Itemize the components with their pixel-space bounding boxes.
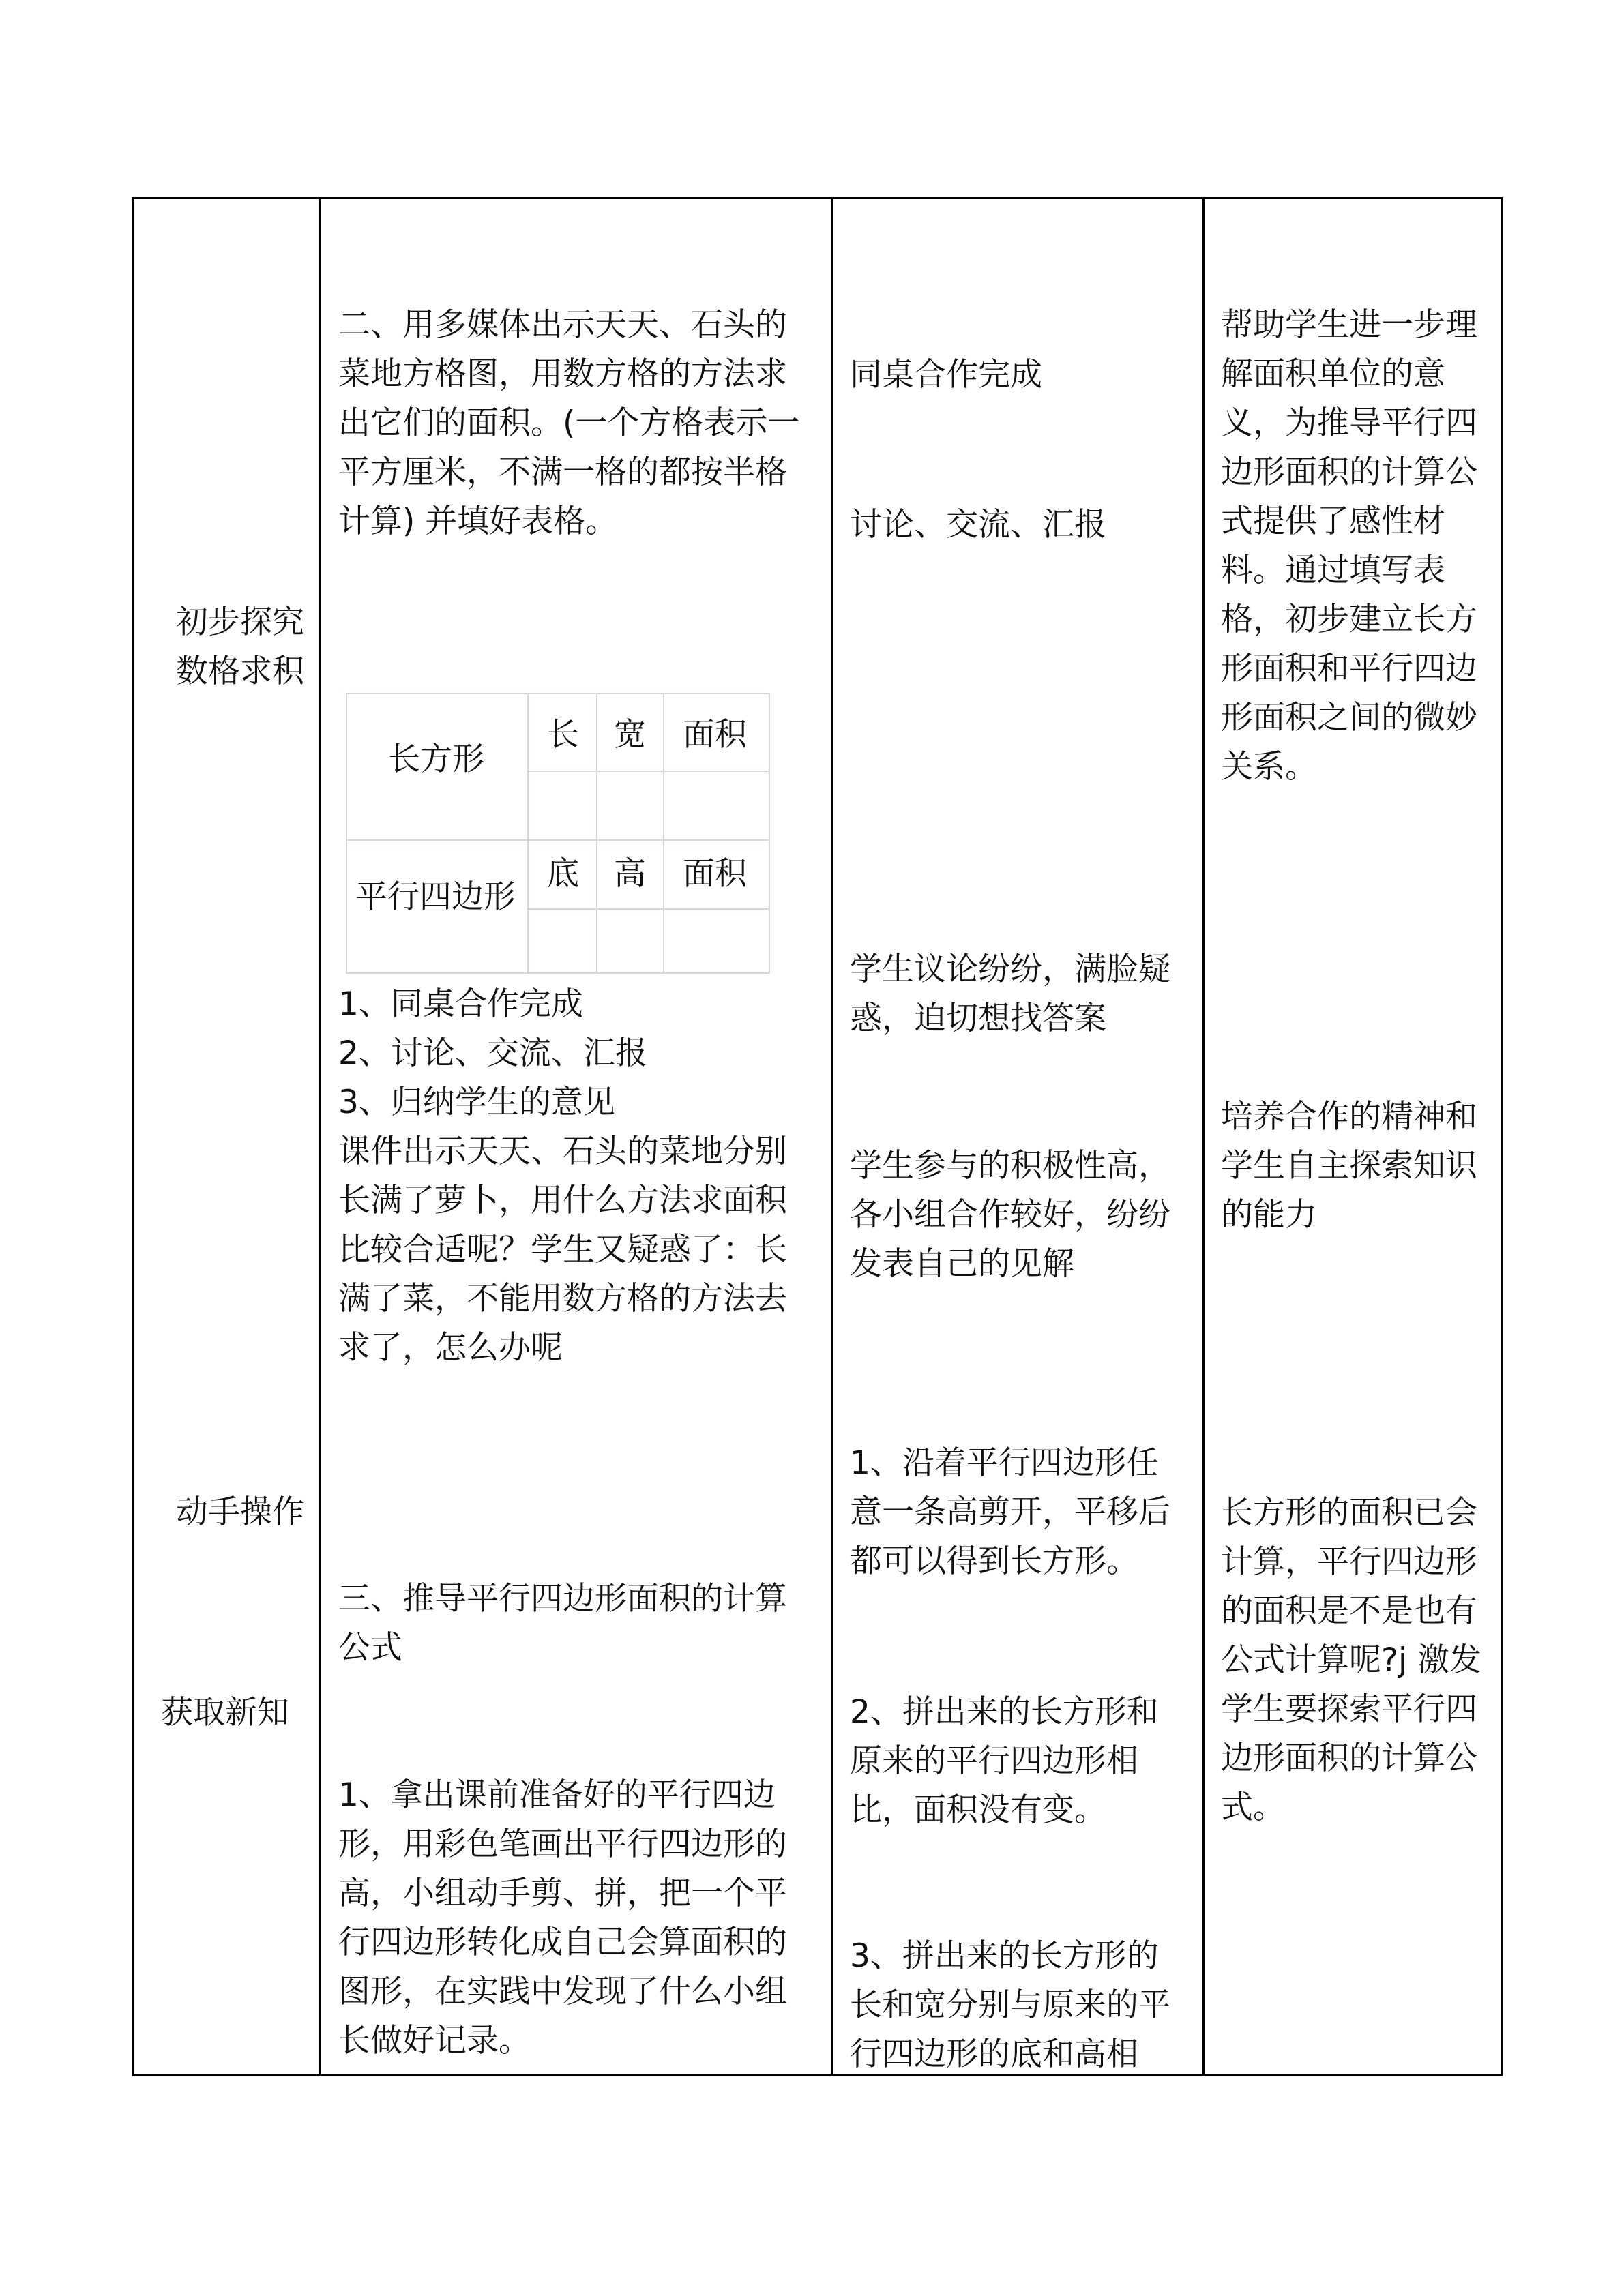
list-item: 1、同桌合作完成 xyxy=(338,985,583,1023)
table-cell: 面积 xyxy=(683,855,747,893)
student-text: 讨论、交流、汇报 xyxy=(850,506,1106,543)
table-cell: 平行四边形 xyxy=(355,878,516,916)
student-text: 同桌合作完成 xyxy=(850,356,1042,393)
list-item: 3、归纳学生的意见 xyxy=(338,1084,615,1121)
stage-label: 获取新知 xyxy=(161,1694,289,1731)
table-cell: 长方形 xyxy=(388,741,484,778)
stage-label: 动手操作 xyxy=(176,1493,304,1531)
stage-label: 数格求积 xyxy=(176,653,304,690)
column-divider xyxy=(1202,197,1205,2076)
table-cell: 高 xyxy=(614,855,646,893)
column-divider xyxy=(319,197,321,2076)
table-cell: 底 xyxy=(547,855,579,893)
list-item: 2、讨论、交流、汇报 xyxy=(338,1034,647,1072)
stage-label: 初步探究 xyxy=(176,603,304,641)
table-cell: 宽 xyxy=(614,716,646,754)
table-cell: 长 xyxy=(547,716,579,754)
column-divider xyxy=(831,197,833,2076)
document-page: 初步探究 数格求积 动手操作 获取新知 二、用多媒体出示天天、石头的 菜地方格图，用数方格的方法求 出它们的面积。(一个方格表示一 平方厘米，不满一格的都按半格 计算) 并填好表格。 长方形 长 宽 面积 平行四边形 底 高 面积 1、同桌合作完成 2、讨论、交流、汇报 3、归纳学生的意见 课件出示天天、石头的菜地分别 长满了萝卜，用什么方法求面积 比较合适呢？学生又疑惑了：长 满了菜，不能用数方格的方法去 求了，怎么办呢 三、推导平行四边形面积的计算 公式 1、拿出课前准备好的平行四边 形，用彩色笔画出平行四边形的 高，小组动手剪、拼，把一个平 行四边形转化成自己会算面积的 图形，在实践中发现了什么小组 长做好记录。 同桌合作完成 讨论、交流、汇报 学生议论纷纷，满脸疑 惑，迫切想找答案 学生参与的积极性高， 各小组合作较好，纷纷 发表自己的见解 1、沿着平行四边形任 意一条高剪开，平移后 都可以得到长方形。 2、拼出来的长方形和 原来的平行四边形相 比，面积没有变。 3、拼出来的长方形的 长和宽分别与原来的平 行四边形的底和高相 帮助学生进一步理 解面积单位的意 义，为推导平行四 边形面积的计算公 式提供了感性材 料。通过填写表 格，初步建立长方 形面积和平行四边 形面积之间的微妙 关系。 培养合作的精神和 学生自主探索知识 的能力 长方形的面积已会 计算，平行四边形 的面积是不是也有 公式计算呢?j 激发 学生要探索平行四 边形面积的计算公 式。 xyxy=(0,0,1624,2296)
measurement-table xyxy=(346,693,770,974)
table-cell: 面积 xyxy=(683,716,747,754)
